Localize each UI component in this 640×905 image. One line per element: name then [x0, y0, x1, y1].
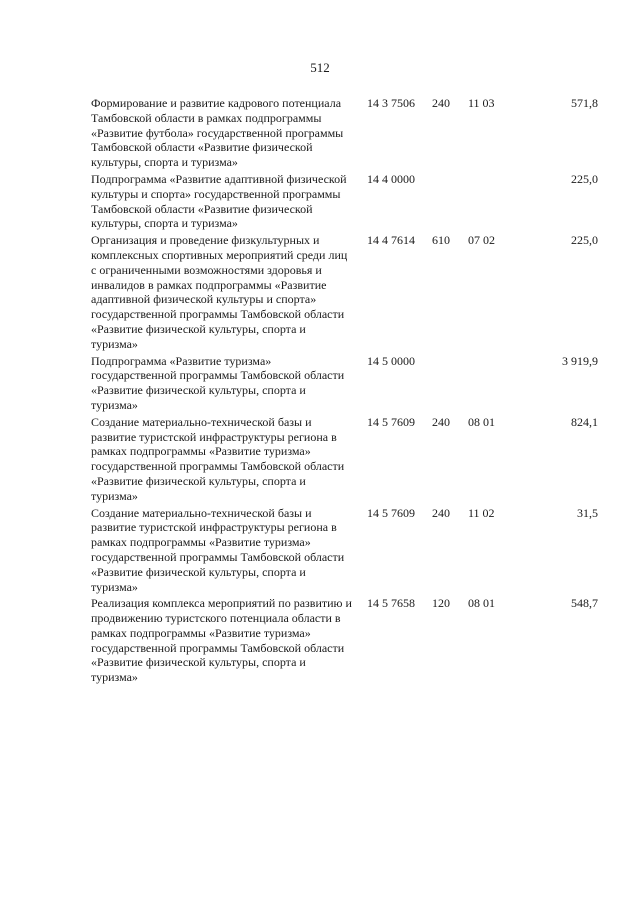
row-target-article: 14 5 7658 — [367, 596, 415, 611]
row-description: Подпрограмма «Развитие туризма» государственной программы Тамбовской области «Развитие физической культуры, спорта и туризма» — [91, 353, 345, 412]
row-description: Подпрограмма «Развитие адаптивной физической культуры и спорта» государственной программы Тамбовской области «Развитие физической культуры, спорта и туризма» — [91, 171, 347, 231]
row-amount: 225,0 — [571, 233, 598, 248]
row-expense-type: 610 — [432, 233, 450, 248]
row-target-article: 14 5 7609 — [367, 505, 415, 520]
row-amount: 3 919,9 — [562, 353, 598, 368]
table-row — [0, 506, 640, 595]
row-section-subsection: 11 03 — [468, 96, 495, 110]
row-expense-type: 240 — [432, 96, 450, 110]
table-row — [0, 354, 640, 413]
table-row — [0, 596, 640, 685]
row-target-article: 14 3 7506 — [367, 96, 415, 110]
table-row — [0, 233, 640, 351]
table-row — [0, 172, 640, 231]
row-section-subsection: 07 02 — [468, 233, 495, 248]
row-amount: 225,0 — [571, 171, 598, 186]
table-row — [0, 96, 640, 170]
row-target-article: 14 5 7609 — [367, 414, 415, 429]
row-amount: 548,7 — [571, 596, 598, 611]
row-expense-type: 240 — [432, 505, 450, 520]
row-expense-type: 120 — [432, 596, 450, 611]
row-description: Формирование и развитие кадрового потенциала Тамбовской области в рамках подпрограммы «Развитие футбола» государственной программы Тамбовской области «Развитие физической культуры, спорта и туризма» — [91, 96, 344, 170]
row-amount: 571,8 — [571, 96, 598, 110]
row-section-subsection: 11 02 — [468, 505, 495, 520]
row-description: Создание материально-технической базы и развитие туристской инфраструктуры региона в рамках подпрограммы «Развитие туризма» государственной программы Тамбовской области «Развитие физической культуры, спорта и туризма» — [91, 414, 345, 503]
row-amount: 31,5 — [577, 505, 598, 520]
table-row — [0, 415, 640, 504]
row-amount: 824,1 — [571, 414, 598, 429]
budget-table — [0, 96, 640, 687]
row-expense-type: 240 — [432, 414, 450, 429]
row-description: Реализация комплекса мероприятий по развитию и продвижению туристского потенциала области в рамках подпрограммы «Развитие туризма» государственной программы Тамбовской области «Развитие физической культуры, спорта и туризма» — [91, 596, 352, 685]
row-section-subsection: 08 01 — [468, 414, 495, 429]
row-description: Создание материально-технической базы и развитие туристской инфраструктуры региона в рамках подпрограммы «Развитие туризма» государственной программы Тамбовской области «Развитие физической культуры, спорта и туризма» — [91, 505, 345, 594]
row-target-article: 14 5 0000 — [367, 353, 415, 368]
row-description: Организация и проведение физкультурных и комплексных спортивных мероприятий среди лиц с ограниченными возможностями здоровья и инвалидов в рамках подпрограммы «Развитие адаптивной физической культуры и спорта» государственной программы Тамбовской области «Развитие физической культуры, спорта и туризма» — [91, 233, 348, 351]
row-target-article: 14 4 7614 — [367, 233, 415, 248]
row-section-subsection: 08 01 — [468, 596, 495, 611]
row-target-article: 14 4 0000 — [367, 171, 415, 186]
page-number: 512 — [310, 60, 330, 75]
